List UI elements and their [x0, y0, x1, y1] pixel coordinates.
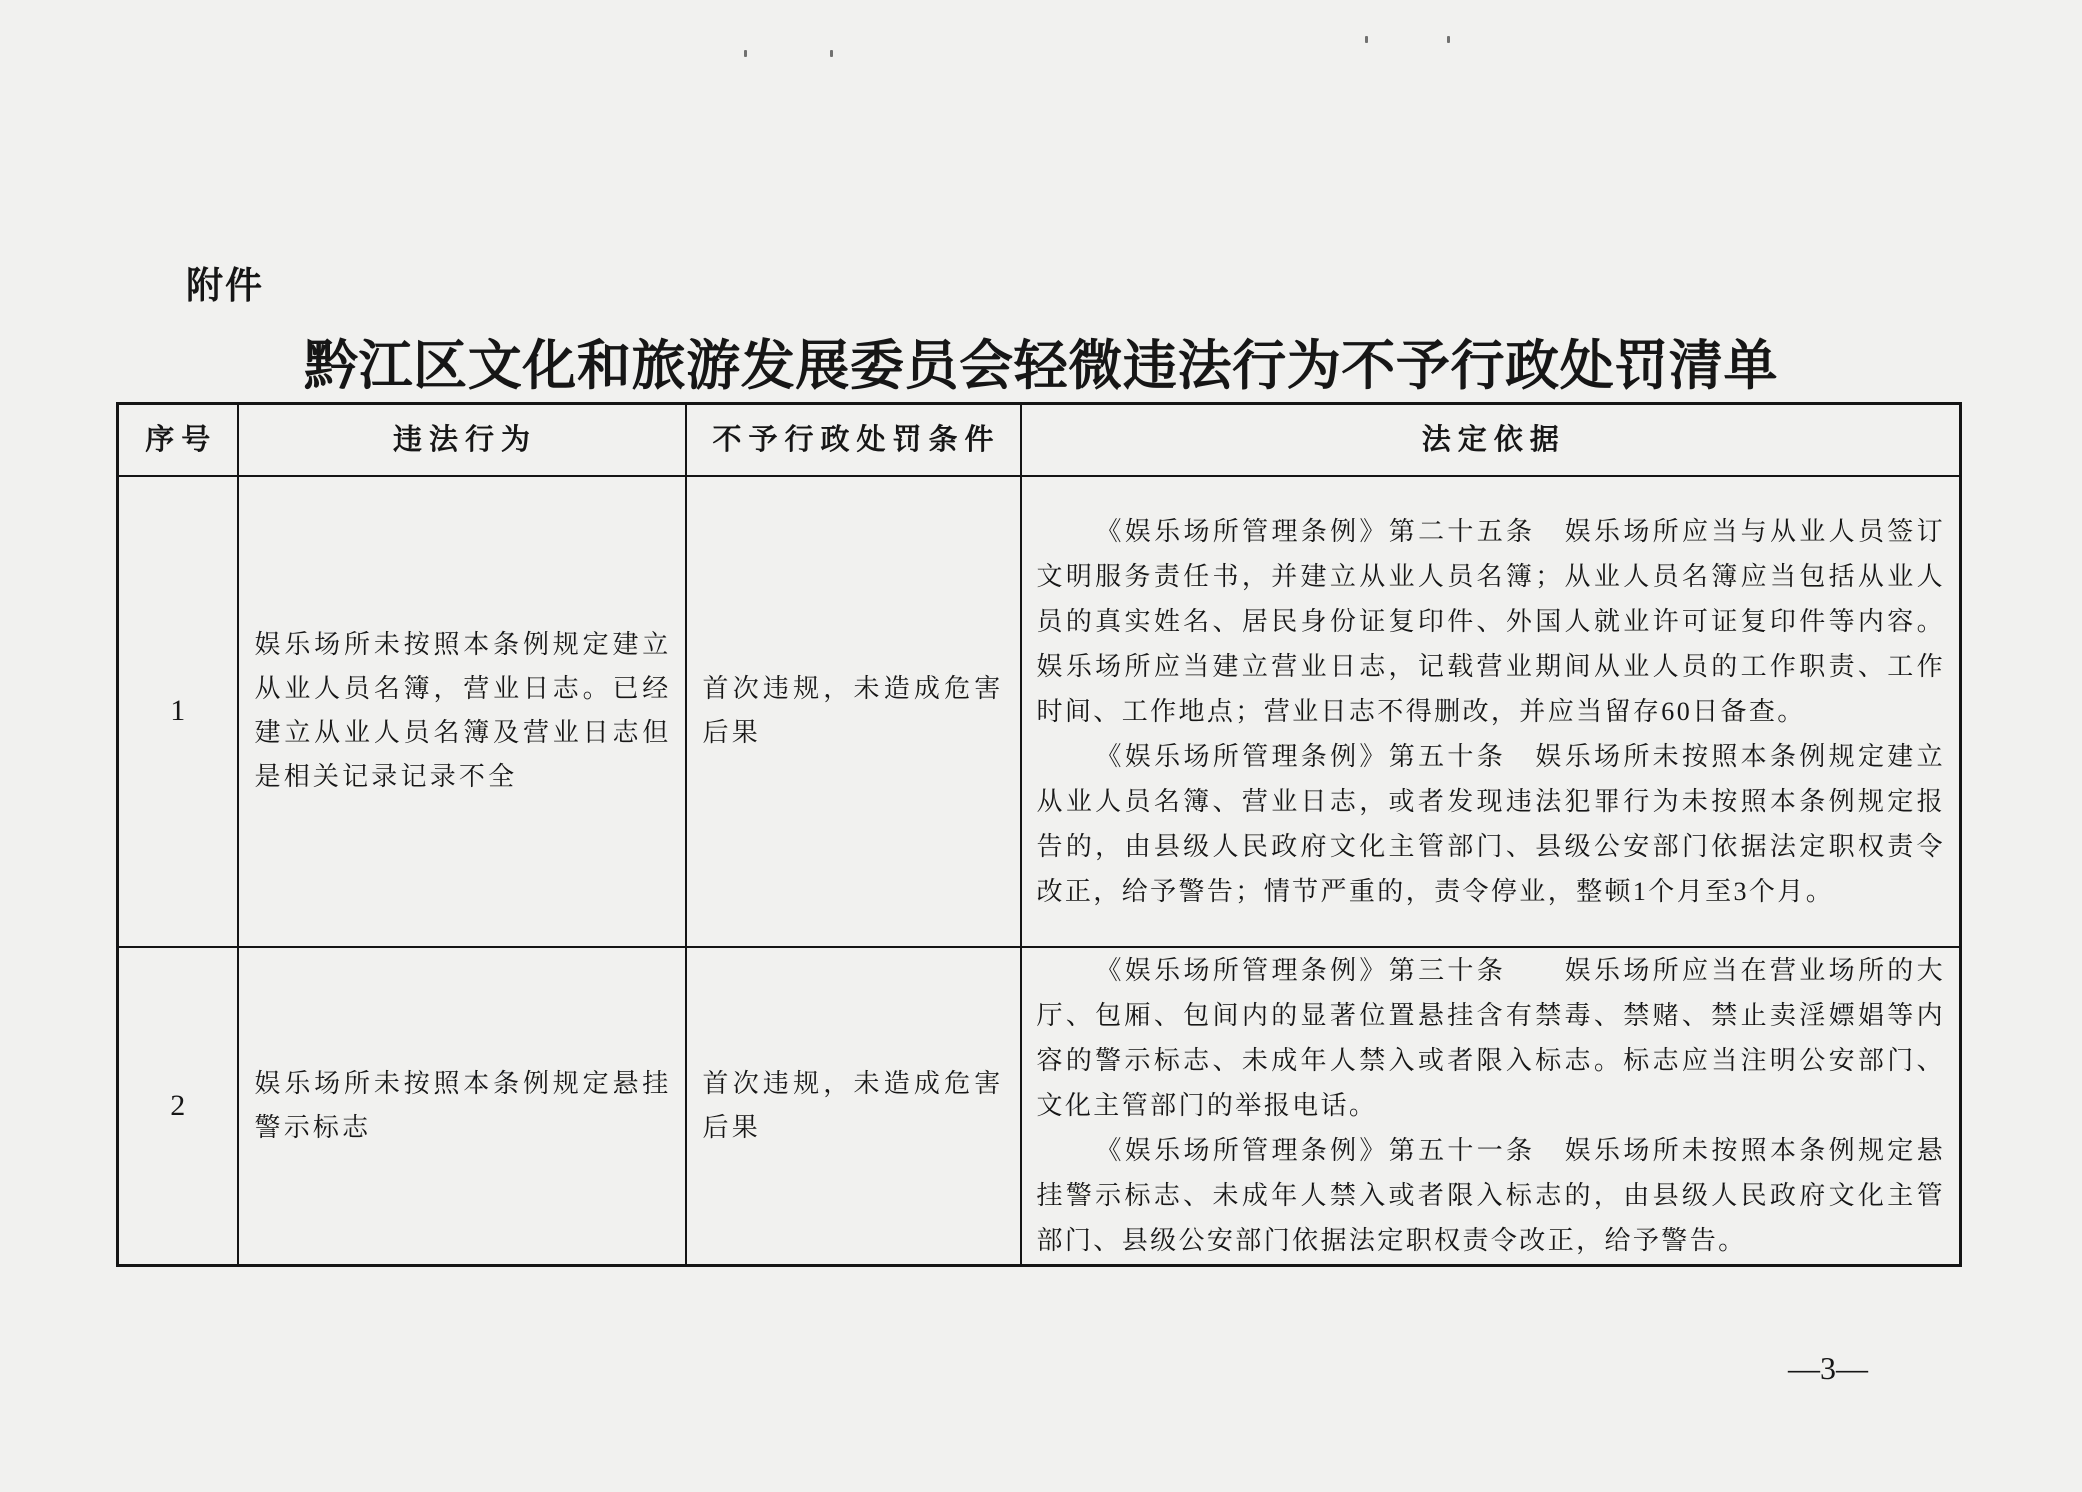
- header-condition: [686, 404, 1021, 476]
- condition-line: 后果: [702, 718, 761, 747]
- penalty-exemption-table: [116, 402, 1962, 1267]
- basis-line: 改正，给予警告；情节严重的，责令停业，整顿1个月至3个月。: [1036, 876, 1835, 906]
- scan-speck: [1365, 36, 1368, 43]
- table-header: [118, 404, 1961, 476]
- condition-cell: [686, 476, 1021, 947]
- basis-line: 时间、工作地点；营业日志不得删改，并应当留存60日备查。: [1036, 696, 1806, 726]
- basis-line: 部门、县级公安部门依据法定职权责令改正，给予警告。: [1036, 1226, 1747, 1256]
- violation-line: 建立从业人员名簿及营业日志但: [254, 718, 672, 747]
- table-row: [118, 947, 1961, 1266]
- basis-line: 《娱乐场所管理条例》第二十五条 娱乐场所应当与从业人员签订: [1095, 516, 1945, 546]
- basis-paragraph: [1037, 509, 1946, 734]
- condition-paragraph: [703, 1062, 1004, 1150]
- basis-line: 娱乐场所应当建立营业日志，记载营业期间从业人员的工作职责、工作: [1036, 651, 1945, 681]
- document-title: 黔江区文化和旅游发展委员会轻微违法行为不予行政处罚清单: [303, 336, 1779, 396]
- row-index: 2: [170, 1088, 186, 1122]
- row-index-cell: [118, 476, 238, 947]
- legal-basis-cell: [1021, 476, 1961, 947]
- basis-paragraph: [1037, 948, 1946, 1128]
- header-index: [118, 404, 238, 476]
- header-violation: [238, 404, 686, 476]
- row-index-cell: [118, 947, 238, 1266]
- scan-speck: [1447, 36, 1450, 43]
- violation-line: 娱乐场所未按照本条例规定建立: [254, 630, 672, 659]
- condition-paragraph: [703, 667, 1004, 755]
- scan-speck: [830, 50, 833, 57]
- violation-paragraph: [255, 623, 672, 799]
- header-violation-label: 违法行为: [392, 423, 537, 456]
- row-index: 1: [170, 694, 186, 727]
- condition-cell: [686, 947, 1021, 1266]
- basis-line: 《娱乐场所管理条例》第三十条 娱乐场所应当在营业场所的大: [1095, 956, 1945, 986]
- violation-cell: [238, 947, 686, 1266]
- violation-line: 是相关记录记录不全: [254, 762, 518, 791]
- violation-paragraph: [255, 1062, 672, 1150]
- legal-basis-cell: [1021, 947, 1961, 1266]
- basis-line: 文化主管部门的举报电话。: [1036, 1091, 1378, 1121]
- condition-line: 后果: [702, 1112, 761, 1142]
- table-body: [118, 476, 1961, 1266]
- basis-line: 《娱乐场所管理条例》第五十条 娱乐场所未按照本条例规定建立: [1095, 741, 1945, 771]
- basis-line: 容的警示标志、未成年人禁入或者限入标志。标志应当注明公安部门、: [1036, 1046, 1945, 1076]
- page-number: —3—: [1788, 1350, 1868, 1386]
- scan-speck: [744, 50, 747, 57]
- condition-line: 首次违规，未造成危害: [702, 1068, 1004, 1098]
- header-legal-basis: [1021, 404, 1961, 476]
- header-index-label: 序号: [145, 423, 218, 456]
- basis-line: 厅、包厢、包间内的显著位置悬挂含有禁毒、禁赌、禁止卖淫嫖娼等内: [1036, 1001, 1945, 1031]
- basis-line: 从业人员名簿、营业日志，或者发现违法犯罪行为未按照本条例规定报: [1036, 786, 1945, 816]
- condition-line: 首次违规，未造成危害: [702, 674, 1004, 703]
- basis-paragraph: [1037, 734, 1946, 914]
- violation-line: 从业人员名簿，营业日志。已经: [254, 674, 672, 703]
- header-row: [118, 404, 1961, 476]
- violation-line: 娱乐场所未按照本条例规定悬挂: [254, 1068, 672, 1098]
- basis-paragraph: [1037, 1128, 1946, 1263]
- basis-line: 《娱乐场所管理条例》第五十一条 娱乐场所未按照本条例规定悬: [1095, 1136, 1945, 1166]
- attachment-label: 附件: [186, 264, 264, 307]
- violation-line: 警示标志: [254, 1112, 372, 1142]
- basis-line: 员的真实姓名、居民身份证复印件、外国人就业许可证复印件等内容。: [1036, 606, 1945, 636]
- header-condition-label: 不予行政处罚条件: [712, 423, 1001, 456]
- header-legal-basis-label: 法定依据: [1421, 423, 1566, 456]
- table-row: [118, 476, 1961, 947]
- basis-line: 挂警示标志、未成年人禁入或者限入标志的，由县级人民政府文化主管: [1036, 1181, 1945, 1211]
- basis-line: 文明服务责任书，并建立从业人员名簿；从业人员名簿应当包括从业人: [1036, 561, 1945, 591]
- violation-cell: [238, 476, 686, 947]
- basis-line: 告的，由县级人民政府文化主管部门、县级公安部门依据法定职权责令: [1036, 831, 1945, 861]
